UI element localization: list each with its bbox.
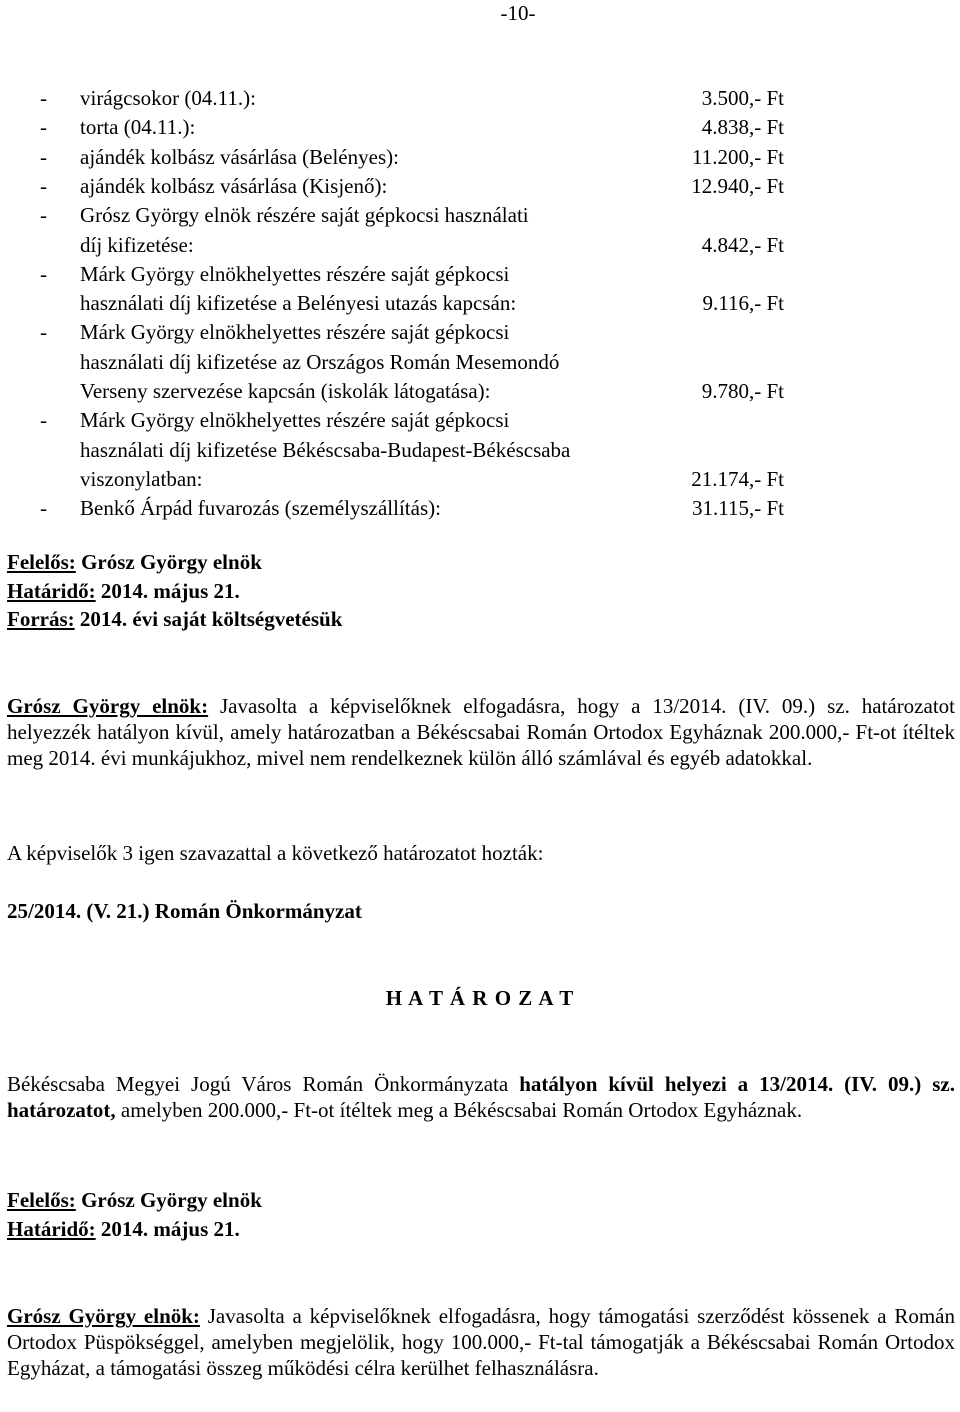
expense-description-line: ajándék kolbász vásárlása (Kisjenő): xyxy=(80,173,388,198)
responsible-label: Felelős: xyxy=(7,550,76,574)
expense-bullet: - xyxy=(40,173,47,198)
expense-amount: 4.842,- Ft xyxy=(701,232,784,257)
expense-amount: 3.500,- Ft xyxy=(701,86,784,110)
expense-description-line: használati díj kifizetése a Belényesi utazás kapcsán: xyxy=(80,291,517,316)
expense-bullet: - xyxy=(40,261,47,286)
expense-description-line: Márk György elnökhelyettes részére saját gépkocsi xyxy=(80,261,510,286)
expense-description-line: virágcsokor (04.11.): xyxy=(80,86,256,110)
expense-amount: 9.780,- Ft xyxy=(701,379,784,403)
expense-amount: 11.200,- Ft xyxy=(692,144,784,169)
expense-description-line: Márk György elnökhelyettes részére saját gépkocsi xyxy=(80,408,510,433)
expense-amount: 12.940,- Ft xyxy=(691,173,784,198)
expense-description-line: Márk György elnökhelyettes részére saját gépkocsi xyxy=(80,320,510,345)
deadline-line-2 xyxy=(7,1216,240,1242)
expense-bullet: - xyxy=(40,408,47,433)
expense-description-line: Grósz György elnök részére saját gépkocsi használati xyxy=(80,203,529,228)
source-line xyxy=(7,606,342,632)
expense-description-line: Benkő Árpád fuvarozás (személyszállítás): xyxy=(80,496,441,521)
expense-amount: 9.116,- Ft xyxy=(702,291,784,316)
expense-description-line: használati díj kifizetése az Országos Román Mesemondó xyxy=(80,349,560,374)
expense-bullet: - xyxy=(40,496,47,521)
expense-description-line: viszonylatban: xyxy=(80,466,203,491)
expense-bullet: - xyxy=(40,203,47,228)
expense-bullet: - xyxy=(40,144,47,169)
deadline-value: 2014. május 21. xyxy=(95,579,240,603)
expense-bullet: - xyxy=(40,115,47,140)
deadline-line xyxy=(7,578,240,604)
responsible-value-2: Grósz György elnök xyxy=(75,1188,262,1212)
resolution-title: H A T Á R O Z A T xyxy=(385,986,575,1010)
deadline-label: Határidő: xyxy=(7,579,96,603)
proposal-paragraph-1 xyxy=(7,693,955,771)
expense-description-line: díj kifizetése: xyxy=(80,232,194,257)
responsible-value: Grósz György elnök xyxy=(75,550,262,574)
speaker-label-2: Grósz György elnök: xyxy=(7,1304,200,1328)
responsible-line-2 xyxy=(7,1187,262,1213)
resolution-text-part-3: amelyben 200.000,- Ft-ot ítéltek meg a Békéscsabai Román Ortodox Egyháznak. xyxy=(115,1098,803,1122)
deadline-value-2: 2014. május 21. xyxy=(95,1217,240,1241)
expense-amount: 31.115,- Ft xyxy=(692,496,784,521)
responsible-label-2: Felelős: xyxy=(7,1188,76,1212)
resolution-text-part-1: Békéscsaba Megyei Jogú Város Román Önkormányzata xyxy=(7,1072,520,1096)
expense-amount: 4.838,- Ft xyxy=(701,115,784,140)
source-label: Forrás: xyxy=(7,607,75,631)
resolution-text-part-2: hatályon kívül helyezi a 13/2014. (IV. 09.) sz. határozatot, xyxy=(7,1072,955,1122)
proposal-text-2: Javasolta a képviselőknek elfogadásra, hogy támogatási szerződést kössenek a Román Ortodox Püspökséggel, amelyben megjelölik, hogy 100.000,- Ft-tal támogatják a Békéscsabai Román Ortodox Egyházat, a támogatási összeg működési célra kerülhet felhasználásra. xyxy=(7,1304,955,1380)
speaker-label: Grósz György elnök: xyxy=(7,694,209,718)
resolution-text xyxy=(7,1071,955,1123)
expense-description-line: Verseny szervezése kapcsán (iskolák látogatása): xyxy=(80,379,491,403)
deadline-label-2: Határidő: xyxy=(7,1217,96,1241)
page-number: -10- xyxy=(500,1,536,25)
source-value: 2014. évi saját költségvetésük xyxy=(74,607,343,631)
expense-description-line: ajándék kolbász vásárlása (Belényes): xyxy=(80,144,399,169)
vote-text: A képviselők 3 igen szavazattal a következő határozatot hozták: xyxy=(7,841,544,865)
expense-bullet: - xyxy=(40,86,47,110)
proposal-paragraph-2 xyxy=(7,1303,955,1381)
responsible-line xyxy=(7,549,262,575)
expense-description-line: használati díj kifizetése Békéscsaba-Budapest-Békéscsaba xyxy=(80,437,571,462)
resolution-number: 25/2014. (V. 21.) Román Önkormányzat xyxy=(7,899,362,923)
expense-amount: 21.174,- Ft xyxy=(691,466,784,491)
expense-bullet: - xyxy=(40,320,47,345)
expense-description-line: torta (04.11.): xyxy=(80,115,196,140)
proposal-text: Javasolta a képviselőknek elfogadásra, hogy a 13/2014. (IV. 09.) sz. határozatot helyezzék hatályon kívül, amely határozatban a Békéscsabai Román Ortodox Egyháznak 200.000,- Ft-ot ítéltek meg 2014. évi munkájukhoz, mivel nem rendelkeznek külön álló számlával és egyéb adatokkal. xyxy=(7,694,955,770)
